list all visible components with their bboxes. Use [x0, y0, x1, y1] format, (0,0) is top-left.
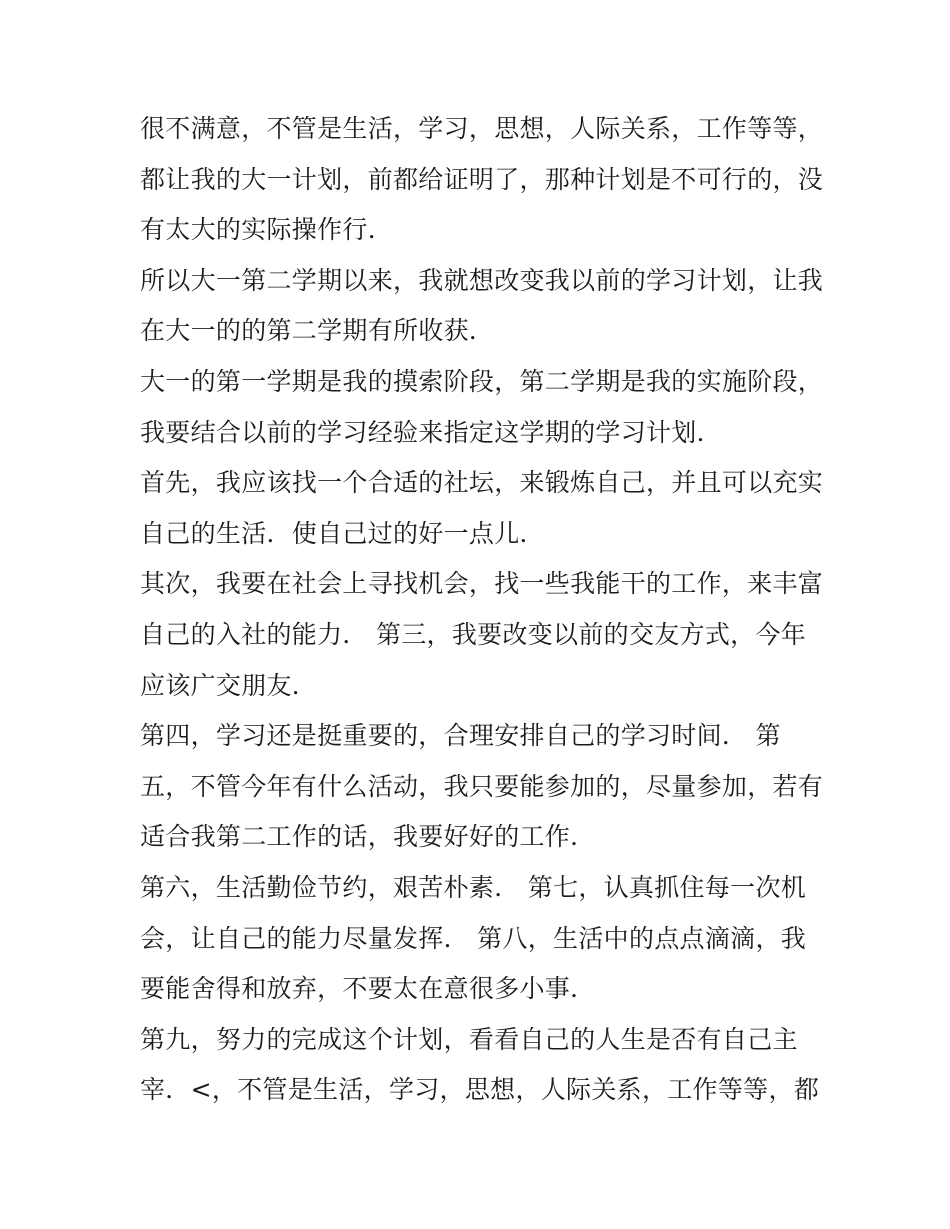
text-line: 第六，生活勤俭节约，艰苦朴素． 第七，认真抓住每一次机	[140, 872, 807, 902]
text-line: 在大一的的第二学期有所收获．	[140, 316, 495, 346]
text-line: 自己的生活．使自己过的好一点儿．	[140, 518, 545, 548]
document-body	[140, 104, 824, 1116]
text-line: 有太大的实际操作行．	[140, 215, 394, 245]
text-line: 首先，我应该找一个合适的社坛，来锻炼自己，并且可以充实	[140, 468, 824, 498]
text-line: 大一的第一学期是我的摸索阶段，第二学期是我的实施阶段，	[140, 366, 824, 396]
text-line: 很不满意，不管是生活，学习，思想，人际关系，工作等等，	[140, 114, 824, 143]
text-line: 适合我第二工作的话，我要好好的工作．	[140, 822, 596, 852]
text-line: 要能舍得和放弃，不要太在意很多小事．	[140, 974, 596, 1004]
text-line: 宰．<，不管是生活，学习，思想，人际关系，工作等等，都	[140, 1075, 820, 1105]
text-line: 自己的入社的能力． 第三，我要改变以前的交友方式，今年	[140, 619, 807, 649]
text-line: 五，不管今年有什么活动，我只要能参加的，尽量参加，若有	[140, 771, 824, 801]
text-line: 都让我的大一计划，前都给证明了，那种计划是不可行的，没	[140, 164, 824, 194]
text-line: 其次，我要在社会上寻找机会，找一些我能干的工作，来丰富	[140, 569, 824, 599]
text-line: 第九，努力的完成这个计划，看看自己的人生是否有自己主	[140, 1024, 798, 1054]
text-line: 我要结合以前的学习经验来指定这学期的学习计划．	[140, 417, 722, 447]
text-line: 会，让自己的能力尽量发挥． 第八，生活中的点点滴滴，我	[140, 923, 807, 953]
text-line: 第四，学习还是挺重要的，合理安排自己的学习时间． 第	[140, 721, 781, 751]
text-line: 应该广交朋友．	[140, 670, 318, 700]
text-line: 所以大一第二学期以来，我就想改变我以前的学习计划，让我	[140, 265, 824, 295]
